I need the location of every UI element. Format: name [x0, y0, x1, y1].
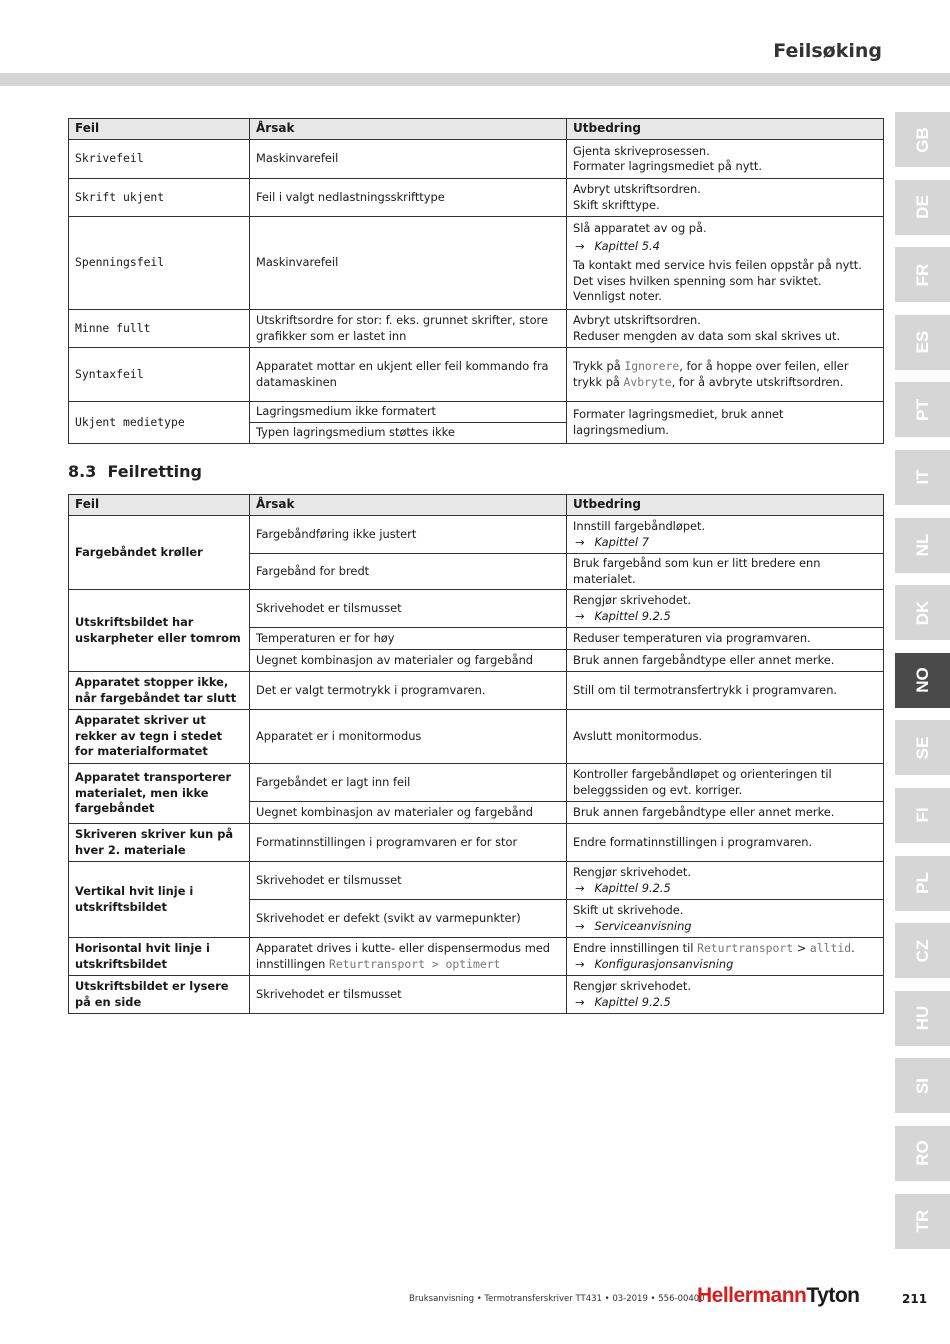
cause: Feil i valgt nedlastningsskrifttype [250, 179, 567, 217]
lang-tab-label: HU [912, 1005, 932, 1031]
ref-text: Serviceanvisning [594, 918, 692, 933]
ref-text: Kapittel 7 [594, 534, 649, 549]
chapter-ref [573, 881, 877, 897]
chapter-ref [573, 957, 877, 973]
cause: Fargebåndet er lagt inn feil [250, 764, 567, 802]
page-title: Feilsøking [773, 40, 882, 62]
lang-tab-tr[interactable] [895, 1194, 950, 1249]
error-name: Ukjent medietype [69, 402, 250, 444]
table-row [69, 179, 884, 217]
remedy-text: Endre innstillingen til [573, 941, 698, 955]
page-number: 211 [902, 1292, 928, 1306]
lang-tab-label: SE [912, 736, 932, 760]
table-row [69, 976, 884, 1014]
remedy [567, 516, 884, 554]
table-row [69, 310, 884, 348]
error-name: Fargebåndet krøller [69, 516, 250, 590]
lang-tab-pt[interactable] [895, 382, 950, 437]
remedy-text: . [851, 941, 855, 955]
remedy-line: Avbryt utskriftsordren. [573, 182, 701, 196]
remedy-line: Reduser mengden av data som skal skrives ut. [573, 328, 841, 343]
lang-tab-it[interactable] [895, 450, 950, 505]
arrow-right-icon: → [575, 918, 585, 933]
error-name: Skriveren skriver kun på hver 2. materiale [69, 824, 250, 862]
header-utbedring: Utbedring [567, 495, 884, 516]
arrow-right-icon: → [575, 534, 585, 549]
remedy [567, 140, 884, 179]
lang-tab-gb[interactable] [895, 112, 950, 167]
error-name: Spenningsfeil [69, 217, 250, 310]
cause: Fargebånd for bredt [250, 554, 567, 590]
remedy: Bruk fargebånd som kun er litt bredere enn materialet. [567, 554, 884, 590]
cause: Typen lagringsmedium støttes ikke [250, 423, 567, 444]
ref-text: Kapittel 9.2.5 [594, 608, 671, 623]
cause: Lagringsmedium ikke formatert [250, 402, 567, 423]
error-name: Horisontal hvit linje i utskriftsbildet [69, 938, 250, 976]
remedy: Avslutt monitormodus. [567, 710, 884, 764]
remedy-line: Formater lagringsmediet på nytt. [573, 159, 762, 173]
arrow-right-icon: → [575, 956, 585, 971]
remedy-line: Slå apparatet av og på. [573, 221, 707, 236]
remedy [567, 217, 884, 310]
lang-tab-label: SI [912, 1077, 932, 1094]
error-name: Apparatet skriver ut rekker av tegn i stedet for materialformatet [69, 710, 250, 764]
lang-tab-label: NO [912, 667, 932, 693]
ref-text: Konfigurasjonsanvisning [594, 956, 734, 971]
language-tabs [895, 112, 950, 1261]
cause: Maskinvarefeil [250, 140, 567, 179]
table-row [69, 348, 884, 402]
lang-tab-hu[interactable] [895, 991, 950, 1046]
remedy-line [573, 941, 877, 957]
lang-tab-si[interactable] [895, 1058, 950, 1113]
header-bar [0, 73, 950, 86]
table-row [69, 710, 884, 764]
cause [250, 938, 567, 976]
remedy-text: > [793, 941, 810, 955]
lang-tab-de[interactable] [895, 180, 950, 235]
table-row [69, 824, 884, 862]
error-name: Utskriftsbildet har uskarpheter eller tomrom [69, 590, 250, 672]
lang-tab-label: DK [912, 600, 932, 625]
remedy: Endre formatinnstillingen i programvaren. [567, 824, 884, 862]
lang-tab-pl[interactable] [895, 856, 950, 911]
remedy-text: , for å hoppe over feilen, eller trykk på [573, 359, 849, 389]
table-row [69, 516, 884, 554]
remedy [567, 179, 884, 217]
lang-tab-label: FI [912, 807, 932, 823]
remedy [567, 976, 884, 1014]
remedy-line: Ta kontakt med service hvis feilen oppstår på nytt. [573, 258, 862, 273]
remedy-text: Trykk på [573, 359, 625, 373]
error-name: Skrivefeil [69, 140, 250, 179]
table-header-row [69, 495, 884, 516]
remedy: Bruk annen fargebåndtype eller annet merke. [567, 802, 884, 824]
ref-text: Kapittel 5.4 [594, 238, 660, 253]
lang-tab-label: PL [912, 872, 932, 894]
remedy: Still om til termotransfertrykk i programvaren. [567, 672, 884, 710]
cause: Temperaturen er for høy [250, 628, 567, 650]
cause: Skrivehodet er tilsmusset [250, 590, 567, 628]
remedy [567, 590, 884, 628]
ref-text: Kapittel 9.2.5 [594, 880, 671, 895]
lang-tab-label: CZ [912, 939, 932, 962]
header-utbedring: Utbedring [567, 119, 884, 140]
table-row [69, 590, 884, 628]
error-name: Skrift ukjent [69, 179, 250, 217]
lang-tab-label: FR [912, 263, 932, 287]
cause: Utskriftsordre for stor: f. eks. grunnet skrifter, store grafikker som er lastet inn [250, 310, 567, 348]
lang-tab-label: IT [912, 469, 932, 486]
lang-tab-label: GB [912, 126, 932, 153]
error-name: Apparatet transporterer materialet, men ikke fargebåndet [69, 764, 250, 824]
lang-tab-se[interactable] [895, 720, 950, 775]
lang-tab-no[interactable] [895, 653, 950, 708]
lang-tab-label: RO [912, 1140, 932, 1167]
chapter-ref [573, 919, 877, 935]
remedy-line: Vennligst noter. [573, 289, 662, 304]
lang-tab-label: PT [912, 399, 932, 421]
table-header-row [69, 119, 884, 140]
logo-part: Hellermann [697, 1284, 807, 1307]
remedy-line: Skift skrifttype. [573, 197, 660, 212]
table-row [69, 402, 884, 423]
remedy-line: Det vises hvilken spenning som har sviktet. [573, 273, 822, 288]
section-heading [68, 462, 202, 481]
code-text: Returtransport [697, 941, 794, 955]
remedy-line: Rengjør skrivehodet. [573, 865, 691, 879]
remedy: Kontroller fargebåndløpet og orienteringen til beleggssiden og evt. korriger. [567, 764, 884, 802]
chapter-ref [573, 995, 877, 1011]
code-text: alltid [809, 941, 852, 955]
ref-text: Kapittel 9.2.5 [594, 994, 671, 1009]
remedy [567, 348, 884, 402]
section-title: Feilretting [107, 462, 202, 481]
remedy-line: Innstill fargebåndløpet. [573, 519, 706, 533]
cause: Formatinnstillingen i programvaren er for stor [250, 824, 567, 862]
header-feil: Feil [69, 495, 250, 516]
cause: Apparatet er i monitormodus [250, 710, 567, 764]
lang-tab-cz[interactable] [895, 923, 950, 978]
lang-tab-label: DE [912, 195, 932, 219]
remedy [567, 900, 884, 938]
code-text: Ignorere [624, 359, 680, 373]
code-text: Returtransport > optimert [328, 956, 501, 971]
chapter-ref [573, 535, 877, 551]
table-row [69, 764, 884, 802]
remedy: Formater lagringsmediet, bruk annet lagringsmedium. [567, 402, 884, 444]
chapter-ref [573, 239, 877, 255]
logo-part: Tyton [806, 1284, 860, 1307]
lang-tab-label: ES [912, 330, 932, 354]
error-name: Syntaxfeil [69, 348, 250, 402]
lang-tab-nl[interactable] [895, 518, 950, 573]
cause: Skrivehodet er tilsmusset [250, 976, 567, 1014]
remedy: Bruk annen fargebåndtype eller annet merke. [567, 650, 884, 672]
cause: Apparatet mottar en ukjent eller feil kommando fra datamaskinen [250, 348, 567, 402]
remedy [567, 938, 884, 976]
table-row [69, 672, 884, 710]
lang-tab-label: NL [912, 533, 932, 557]
remedy-text: , for å avbryte utskriftsordren. [671, 374, 844, 389]
arrow-right-icon: → [575, 238, 585, 253]
remedy [567, 310, 884, 348]
code-text: Avbryte [623, 374, 672, 389]
lang-tab-fi[interactable] [895, 788, 950, 843]
chapter-ref [573, 609, 877, 625]
table-row [69, 862, 884, 900]
footer-text: Bruksanvisning • Termotransferskriver TT431 • 03-2019 • 556-00400 [409, 1294, 705, 1304]
table-row [69, 938, 884, 976]
cause: Skrivehodet er defekt (svikt av varmepunkter) [250, 900, 567, 938]
lang-tab-dk[interactable] [895, 585, 950, 640]
table-row [69, 140, 884, 179]
lang-tab-es[interactable] [895, 315, 950, 370]
error-name: Vertikal hvit linje i utskriftsbildet [69, 862, 250, 938]
remedy-line: Rengjør skrivehodet. [573, 979, 691, 993]
cause: Uegnet kombinasjon av materialer og fargebånd [250, 650, 567, 672]
error-name: Minne fullt [69, 310, 250, 348]
lang-tab-label: TR [912, 1209, 932, 1233]
cause: Fargebåndføring ikke justert [250, 516, 567, 554]
header-feil: Feil [69, 119, 250, 140]
arrow-right-icon: → [575, 880, 585, 895]
error-name: Utskriftsbildet er lysere på en side [69, 976, 250, 1014]
header-arsak: Årsak [250, 495, 567, 516]
troubleshooting-table [68, 494, 884, 1014]
lang-tab-ro[interactable] [895, 1126, 950, 1181]
cause-text: Apparatet drives i kutte- eller dispensermodus med innstillingen [256, 941, 551, 971]
arrow-right-icon: → [575, 994, 585, 1009]
table-row [69, 217, 884, 310]
brand-logo [697, 1284, 859, 1308]
lang-tab-fr[interactable] [895, 247, 950, 302]
cause: Det er valgt termotrykk i programvaren. [250, 672, 567, 710]
cause: Maskinvarefeil [250, 217, 567, 310]
section-number: 8.3 [68, 462, 97, 481]
remedy-line: Skift ut skrivehode. [573, 903, 684, 917]
remedy-line: Gjenta skriveprosessen. [573, 143, 710, 158]
header-arsak: Årsak [250, 119, 567, 140]
remedy: Reduser temperaturen via programvaren. [567, 628, 884, 650]
cause: Uegnet kombinasjon av materialer og fargebånd [250, 802, 567, 824]
cause: Skrivehodet er tilsmusset [250, 862, 567, 900]
remedy [567, 862, 884, 900]
remedy-line: Avbryt utskriftsordren. [573, 313, 701, 327]
arrow-right-icon: → [575, 608, 585, 623]
remedy-line: Rengjør skrivehodet. [573, 593, 691, 607]
error-name: Apparatet stopper ikke, når fargebåndet tar slutt [69, 672, 250, 710]
error-table [68, 118, 884, 444]
